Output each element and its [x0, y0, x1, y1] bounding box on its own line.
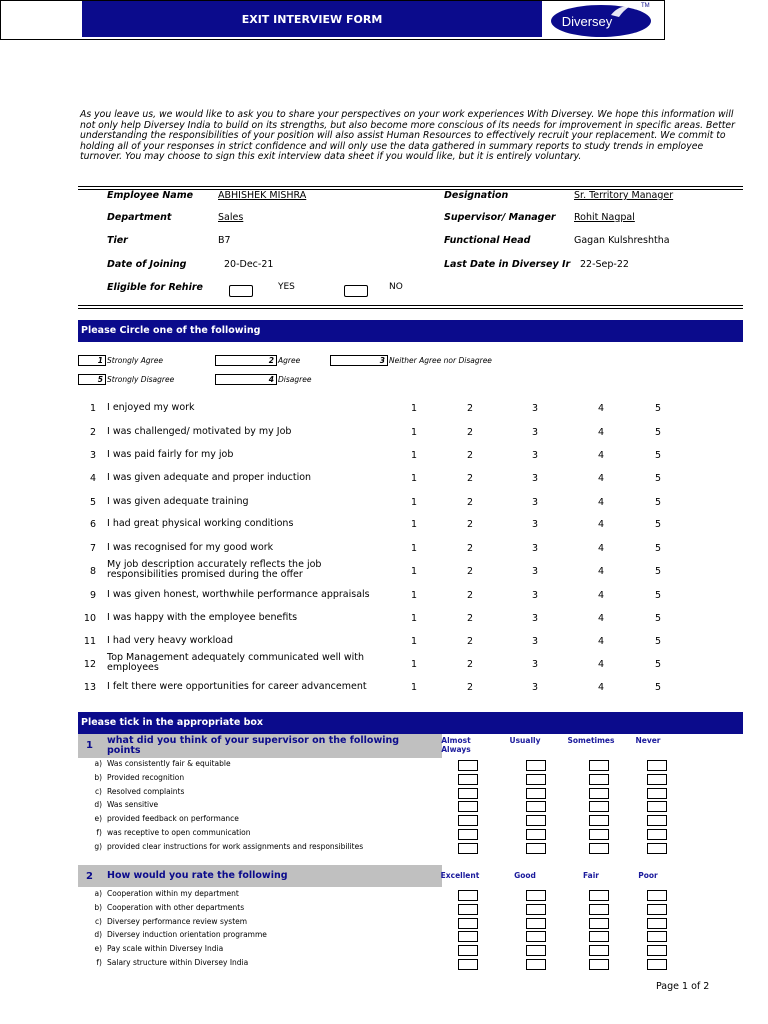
item-text: Provided recognition: [107, 772, 185, 782]
rehire-no-checkbox[interactable]: [344, 285, 368, 297]
tick-group-number: 2: [86, 871, 93, 882]
tick-group-title: what did you think of your supervisor on the following points: [107, 735, 400, 756]
tick-box[interactable]: [647, 801, 667, 812]
question-text: I was paid fairly for my job: [107, 449, 234, 460]
tick-box[interactable]: [647, 890, 667, 901]
rehire-yes-label: YES: [278, 282, 295, 292]
question-text: I was given adequate and proper induction: [107, 472, 312, 483]
question-option-3[interactable]: 3: [531, 659, 539, 670]
date-of-joining-value: 20-Dec-21: [224, 259, 274, 270]
question-option-3[interactable]: 3: [531, 519, 539, 530]
tick-box[interactable]: [458, 760, 478, 771]
tick-box[interactable]: [647, 904, 667, 915]
item-text: Cooperation with other departments: [107, 902, 245, 912]
functional-head-label: Functional Head: [444, 235, 531, 246]
tick-box[interactable]: [589, 815, 609, 826]
tick-box[interactable]: [589, 774, 609, 785]
supervisor-label: Supervisor/ Manager: [444, 212, 556, 223]
diversey-logo: [549, 1, 661, 37]
question-text: I was recognised for my good work: [107, 542, 274, 553]
tick-box[interactable]: [526, 774, 546, 785]
tick-box[interactable]: [526, 904, 546, 915]
question-number: 5: [89, 497, 96, 508]
question-option-4[interactable]: 4: [597, 613, 605, 624]
column-header: Poor: [638, 871, 658, 880]
page-number: Page 1 of 2: [656, 981, 710, 992]
question-option-2[interactable]: 2: [466, 543, 474, 554]
tick-box[interactable]: [589, 829, 609, 840]
item-letter: e): [94, 814, 102, 824]
tick-box[interactable]: [526, 890, 546, 901]
tick-box[interactable]: [647, 829, 667, 840]
tick-box[interactable]: [458, 890, 478, 901]
question-number: 9: [89, 590, 96, 601]
question-option-2[interactable]: 2: [466, 566, 474, 577]
tick-box[interactable]: [526, 788, 546, 799]
question-option-3[interactable]: 3: [531, 566, 539, 577]
question-number: 1: [89, 403, 96, 414]
item-text: Pay scale within Diversey India: [107, 944, 224, 954]
question-option-1[interactable]: 1: [410, 682, 418, 693]
question-option-3[interactable]: 3: [531, 450, 539, 461]
question-text: My job description accurately reflects the job responsibilities promised during the offer: [107, 559, 322, 580]
key-label-5: Strongly Disagree: [107, 375, 175, 384]
question-option-2[interactable]: 2: [466, 473, 474, 484]
question-option-1[interactable]: 1: [410, 590, 418, 601]
question-option-3[interactable]: 3: [531, 473, 539, 484]
item-text: provided feedback on performance: [107, 814, 239, 824]
tick-box[interactable]: [589, 801, 609, 812]
question-option-2[interactable]: 2: [466, 497, 474, 508]
column-header: Usually: [509, 736, 541, 745]
tick-box[interactable]: [526, 760, 546, 771]
question-option-3[interactable]: 3: [531, 427, 539, 438]
tick-box[interactable]: [647, 931, 667, 942]
question-option-5[interactable]: 5: [654, 403, 662, 414]
tick-box[interactable]: [647, 918, 667, 929]
question-option-4[interactable]: 4: [597, 682, 605, 693]
tier-value: B7: [218, 235, 231, 246]
key-box-2: 2: [215, 355, 277, 366]
column-header: Good: [514, 871, 536, 880]
tick-box[interactable]: [589, 945, 609, 956]
question-text: I was challenged/ motivated by my Job: [107, 426, 292, 437]
item-letter: c): [94, 916, 102, 926]
tick-box[interactable]: [458, 931, 478, 942]
item-text: was receptive to open communication: [107, 828, 251, 837]
question-option-2[interactable]: 2: [466, 450, 474, 461]
tick-box[interactable]: [458, 918, 478, 929]
question-number: 13: [83, 682, 96, 693]
tick-box[interactable]: [647, 843, 667, 854]
question-option-1[interactable]: 1: [410, 473, 418, 484]
question-number: 10: [83, 613, 96, 624]
question-text: I had great physical working conditions: [107, 518, 294, 529]
question-option-5[interactable]: 5: [654, 427, 662, 438]
question-option-2[interactable]: 2: [466, 636, 474, 647]
tick-box[interactable]: [526, 815, 546, 826]
logo-tm: TM: [641, 3, 650, 9]
question-option-4[interactable]: 4: [597, 590, 605, 601]
question-number: 7: [89, 543, 96, 554]
item-letter: d): [94, 800, 102, 810]
tick-box[interactable]: [589, 904, 609, 915]
tick-box[interactable]: [458, 815, 478, 826]
question-number: 12: [83, 659, 96, 670]
question-option-1[interactable]: 1: [410, 659, 418, 670]
tick-box[interactable]: [589, 890, 609, 901]
tick-group-number: 1: [86, 740, 93, 751]
tick-section-header: Please tick in the appropriate box: [78, 712, 743, 734]
eligible-rehire-label: Eligible for Rehire: [107, 282, 203, 293]
question-option-5[interactable]: 5: [654, 682, 662, 693]
item-letter: b): [94, 772, 102, 782]
item-text: Resolved complaints: [107, 786, 185, 796]
tick-box[interactable]: [589, 760, 609, 771]
title-bar: [0, 0, 665, 40]
key-label-2: Agree: [278, 356, 301, 365]
key-label-3: Neither Agree nor Disagree: [389, 356, 492, 365]
question-number: 3: [89, 450, 96, 461]
tick-box[interactable]: [589, 931, 609, 942]
question-option-4[interactable]: 4: [597, 497, 605, 508]
tick-box[interactable]: [589, 843, 609, 854]
tick-box[interactable]: [647, 945, 667, 956]
question-option-3[interactable]: 3: [531, 613, 539, 624]
column-header: Never: [635, 736, 661, 745]
tick-box[interactable]: [647, 788, 667, 799]
tick-box[interactable]: [458, 788, 478, 799]
column-header: Sometimes: [567, 736, 615, 745]
question-option-4[interactable]: 4: [597, 473, 605, 484]
tick-box[interactable]: [458, 801, 478, 812]
tick-box[interactable]: [458, 829, 478, 840]
item-letter: a): [94, 889, 102, 898]
department-label: Department: [107, 212, 172, 223]
question-option-2[interactable]: 2: [466, 613, 474, 624]
question-number: 8: [89, 566, 96, 577]
divider-top-1: [78, 186, 743, 187]
question-option-4[interactable]: 4: [597, 543, 605, 554]
item-text: Diversey performance review system: [107, 916, 248, 926]
question-option-5[interactable]: 5: [654, 450, 662, 461]
question-option-5[interactable]: 5: [654, 659, 662, 670]
question-text: Top Management adequately communicated well with employees: [107, 652, 365, 673]
functional-head-value: Gagan Kulshreshtha: [574, 235, 670, 246]
key-label-1: Strongly Agree: [107, 356, 163, 365]
question-option-2[interactable]: 2: [466, 590, 474, 601]
question-number: 2: [89, 427, 96, 438]
tick-box[interactable]: [526, 801, 546, 812]
supervisor-value: Rohit Nagpal: [574, 212, 635, 223]
question-text: I was given adequate training: [107, 496, 249, 507]
question-option-2[interactable]: 2: [466, 427, 474, 438]
question-option-2[interactable]: 2: [466, 403, 474, 414]
question-option-3[interactable]: 3: [531, 636, 539, 647]
rehire-yes-checkbox[interactable]: [229, 285, 253, 297]
tick-box[interactable]: [647, 815, 667, 826]
item-letter: f): [96, 958, 102, 967]
question-number: 6: [89, 519, 96, 530]
tick-box[interactable]: [458, 904, 478, 915]
designation-value: Sr. Territory Manager: [574, 190, 674, 201]
tick-box[interactable]: [526, 945, 546, 956]
question-option-1[interactable]: 1: [410, 427, 418, 438]
title-left-panel: [1, 1, 81, 37]
question-option-1[interactable]: 1: [410, 403, 418, 414]
question-option-1[interactable]: 1: [410, 613, 418, 624]
tick-box[interactable]: [458, 843, 478, 854]
tick-box[interactable]: [647, 774, 667, 785]
key-box-3: 3: [330, 355, 388, 366]
question-text: I had very heavy workload: [107, 635, 233, 646]
item-text: provided clear instructions for work assignments and responsibilites: [107, 841, 364, 851]
question-option-1[interactable]: 1: [410, 636, 418, 647]
designation-label: Designation: [444, 190, 509, 201]
question-option-2[interactable]: 2: [466, 659, 474, 670]
tick-box[interactable]: [647, 760, 667, 771]
tick-box[interactable]: [526, 829, 546, 840]
key-box-5: 5: [78, 374, 106, 385]
question-text: I enjoyed my work: [107, 402, 195, 413]
tick-box[interactable]: [458, 774, 478, 785]
tick-box[interactable]: [589, 788, 609, 799]
last-date-label: Last Date in Diversey Ir: [444, 259, 571, 270]
question-option-5[interactable]: 5: [654, 497, 662, 508]
item-letter: c): [94, 786, 102, 796]
question-option-4[interactable]: 4: [597, 566, 605, 577]
tier-label: Tier: [107, 235, 128, 246]
divider-mid-2: [78, 308, 743, 309]
circle-section-header: Please Circle one of the following: [78, 320, 743, 342]
question-text: I was happy with the employee benefits: [107, 612, 298, 623]
question-option-5[interactable]: 5: [654, 590, 662, 601]
item-letter: e): [94, 944, 102, 954]
question-option-4[interactable]: 4: [597, 636, 605, 647]
item-letter: a): [94, 759, 102, 768]
item-text: Cooperation within my department: [107, 889, 239, 898]
question-option-4[interactable]: 4: [597, 450, 605, 461]
tick-box[interactable]: [526, 843, 546, 854]
question-number: 11: [83, 636, 96, 647]
question-number: 4: [89, 473, 96, 484]
form-title: EXIT INTERVIEW FORM: [82, 1, 542, 37]
tick-box[interactable]: [526, 918, 546, 929]
question-option-4[interactable]: 4: [597, 519, 605, 530]
question-option-1[interactable]: 1: [410, 543, 418, 554]
item-text: Was sensitive: [107, 800, 159, 810]
question-option-3[interactable]: 3: [531, 682, 539, 693]
question-option-1[interactable]: 1: [410, 497, 418, 508]
question-option-5[interactable]: 5: [654, 519, 662, 530]
question-option-4[interactable]: 4: [597, 427, 605, 438]
question-option-5[interactable]: 5: [654, 636, 662, 647]
employee-name-label: Employee Name: [107, 190, 194, 201]
question-option-2[interactable]: 2: [466, 519, 474, 530]
column-header: Fair: [582, 871, 599, 880]
intro-paragraph: As you leave us, we would like to ask you to share your perspectives on your work experiences With Diversey. We hope this information will not only help Diversey India to build on its strengths, but also become more conscious of its needs for improvement in specific areas. Better understanding the responsibilities of your position will also assist Human Resources to effectively recruit your replacement. We commit to holding all of your responses in strict confidence and will only use the data gathered in summary reports to study trends in employee turnover. You may choose to sign this exit interview data sheet if you would like, but it is entirely voluntary.: [80, 109, 735, 163]
question-option-2[interactable]: 2: [466, 682, 474, 693]
tick-box[interactable]: [458, 959, 478, 970]
item-text: Salary structure within Diversey India: [107, 958, 249, 967]
item-text: Was consistently fair & equitable: [107, 759, 231, 768]
tick-box[interactable]: [589, 918, 609, 929]
divider-mid-1: [78, 305, 743, 306]
column-header: Excellent: [440, 871, 480, 880]
employee-name-value: ABHISHEK MISHRA: [218, 190, 307, 201]
tick-group-title: How would you rate the following: [107, 870, 288, 881]
tick-box[interactable]: [458, 945, 478, 956]
date-of-joining-label: Date of Joining: [107, 259, 187, 270]
question-option-5[interactable]: 5: [654, 613, 662, 624]
tick-box[interactable]: [589, 959, 609, 970]
tick-box[interactable]: [647, 959, 667, 970]
question-option-5[interactable]: 5: [654, 473, 662, 484]
key-label-4: Disagree: [278, 375, 312, 384]
key-box-1: 1: [78, 355, 106, 366]
question-option-5[interactable]: 5: [654, 543, 662, 554]
question-text: I was given honest, worthwhile performance appraisals: [107, 589, 370, 600]
item-letter: d): [94, 930, 102, 940]
question-option-5[interactable]: 5: [654, 566, 662, 577]
logo-wordmark: Diversey: [561, 14, 613, 29]
key-box-4: 4: [215, 374, 277, 385]
item-letter: b): [94, 902, 102, 912]
question-option-1[interactable]: 1: [410, 566, 418, 577]
tick-box[interactable]: [526, 931, 546, 942]
question-option-4[interactable]: 4: [597, 659, 605, 670]
column-header: Almost Always: [441, 736, 471, 754]
item-letter: g): [94, 841, 102, 851]
rehire-no-label: NO: [389, 282, 403, 292]
question-option-3[interactable]: 3: [531, 403, 539, 414]
question-option-1[interactable]: 1: [410, 519, 418, 530]
item-text: Diversey induction orientation programme: [107, 930, 267, 940]
question-text: I felt there were opportunities for career advancement: [107, 681, 367, 692]
question-option-1[interactable]: 1: [410, 450, 418, 461]
question-option-4[interactable]: 4: [597, 403, 605, 414]
tick-box[interactable]: [526, 959, 546, 970]
item-letter: f): [96, 828, 102, 837]
question-option-3[interactable]: 3: [531, 590, 539, 601]
question-option-3[interactable]: 3: [531, 497, 539, 508]
last-date-value: 22-Sep-22: [580, 259, 629, 270]
department-value: Sales: [218, 212, 244, 223]
question-option-3[interactable]: 3: [531, 543, 539, 554]
